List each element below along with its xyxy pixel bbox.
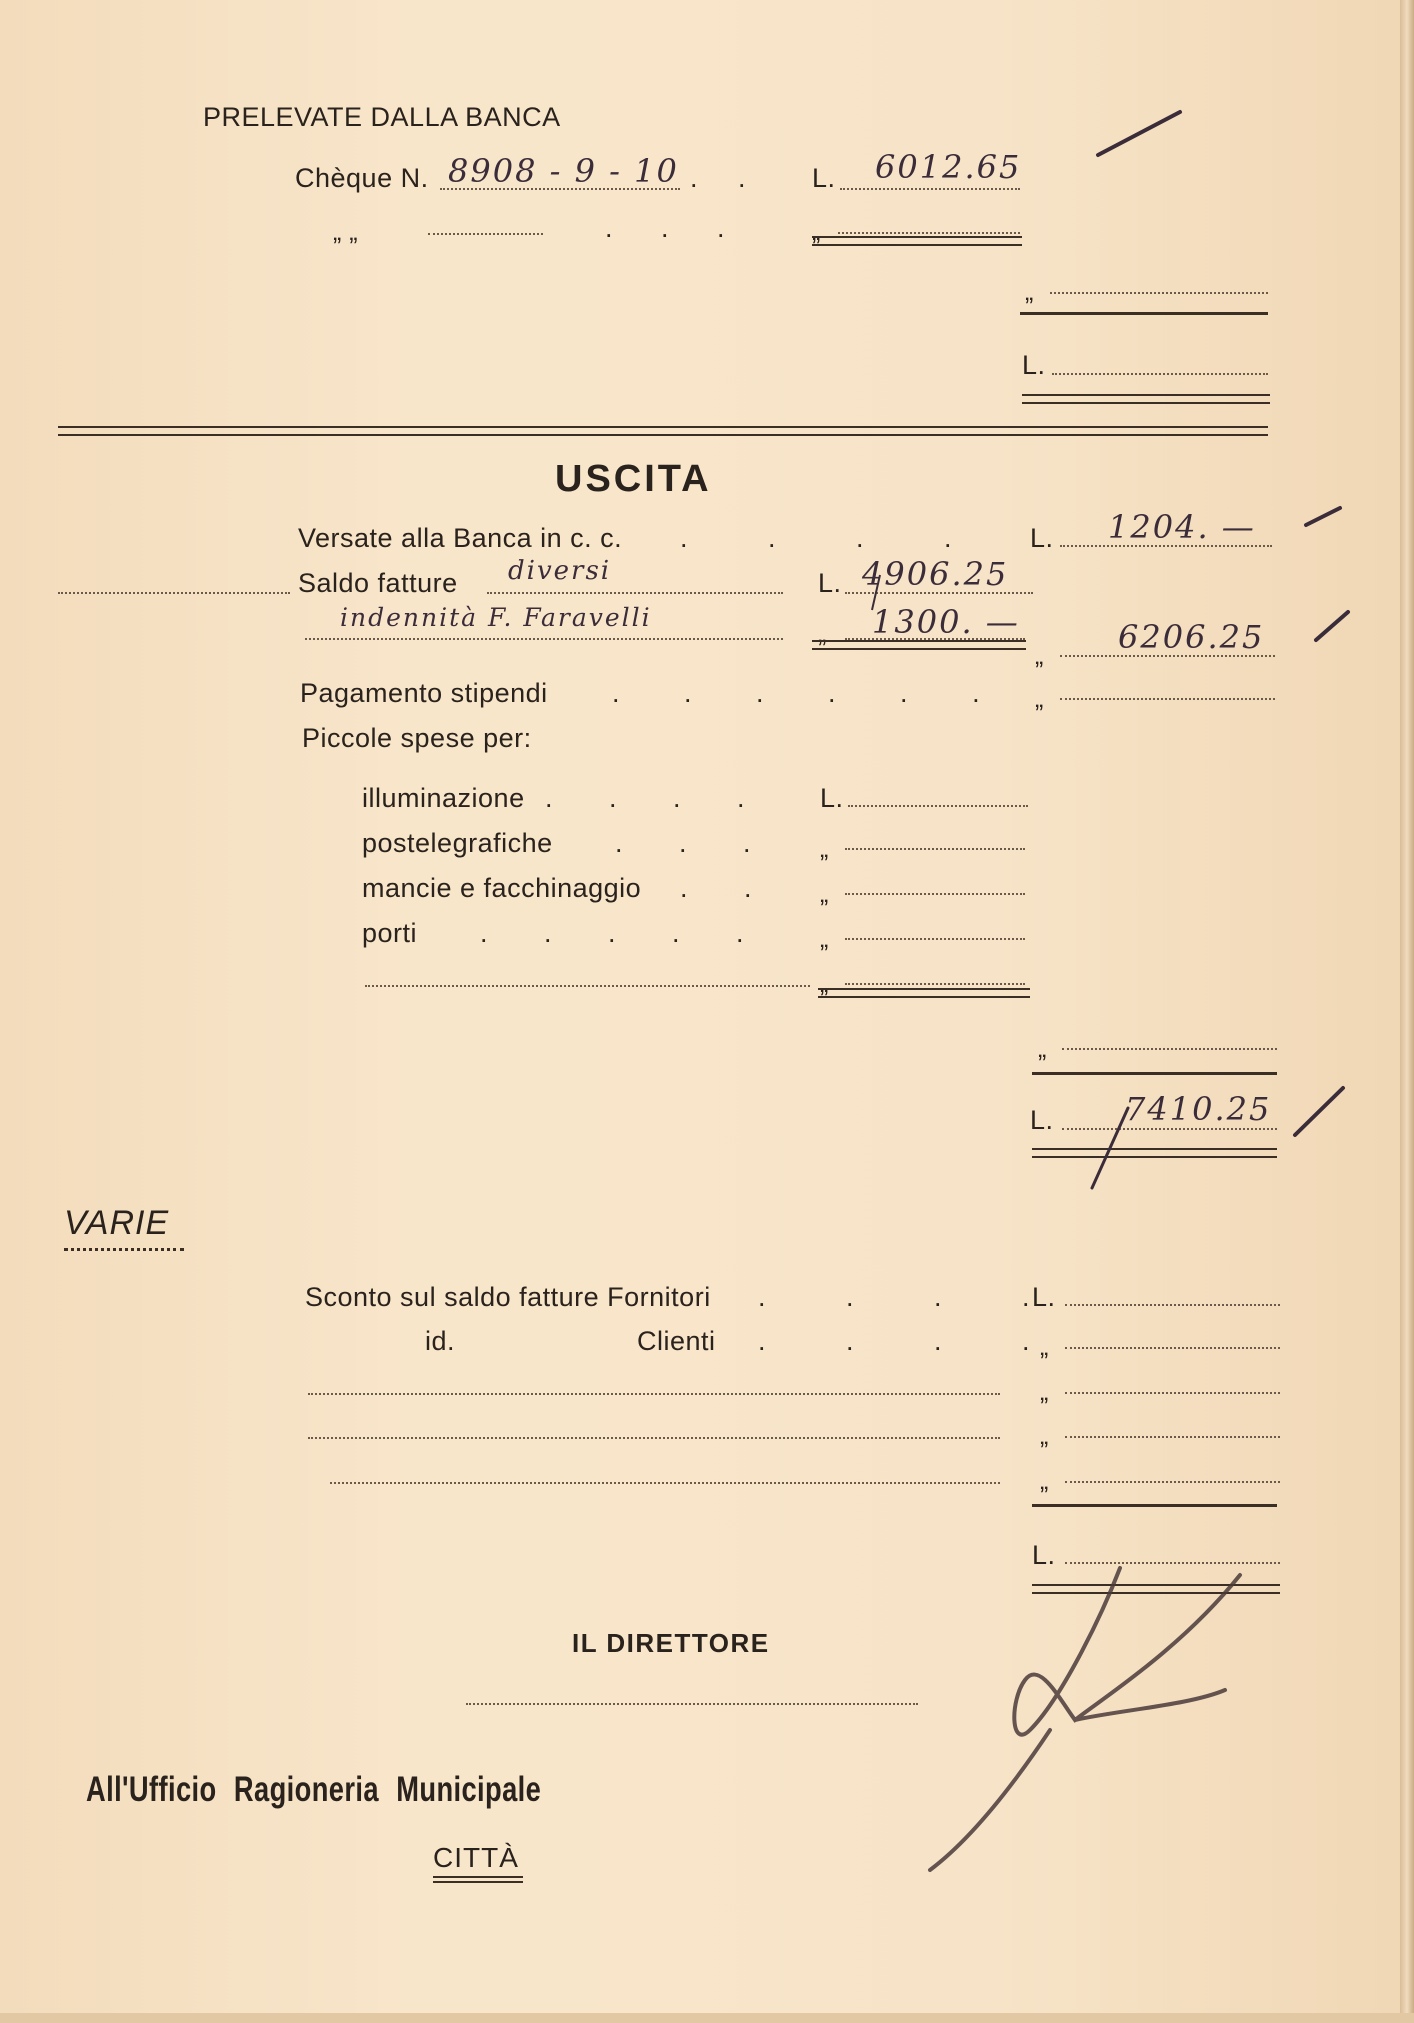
item-2-leader-dots: . . .: [615, 828, 752, 858]
item-5-ditto: „: [820, 970, 829, 998]
stipendi-label: Pagamento stipendi: [300, 678, 548, 708]
clienti-leader-dots: . . . .: [758, 1326, 1031, 1356]
saldo-ditto-2: „: [818, 620, 827, 648]
varie-ditto-1: „: [1040, 1378, 1049, 1406]
checkmark-3: [1316, 612, 1348, 640]
ditto-mark-1: „: [812, 218, 821, 246]
saldo-slash: [872, 575, 880, 610]
saldo-detail-2-handwritten: indennità F. Faravelli: [340, 603, 652, 632]
saldo-amount-1-handwritten: 4906.25: [862, 555, 1009, 593]
id-label: id.: [425, 1326, 456, 1356]
cheque-number-handwritten: 8908 - 9 - 10: [448, 152, 679, 190]
saldo-total-handwritten: 6206.25: [1118, 618, 1265, 656]
sconto-currency: L.: [1032, 1282, 1056, 1312]
versate-currency: L.: [1030, 523, 1054, 553]
cheque-currency: L.: [812, 163, 836, 193]
clienti-label: Clienti: [637, 1326, 716, 1356]
uscita-total-handwritten: 7410.25: [1125, 1090, 1272, 1128]
saldo-label: Saldo fatture: [298, 568, 458, 598]
item-4-ditto: „: [820, 925, 829, 953]
item-mancie: mancie e facchinaggio: [362, 873, 642, 903]
varie-heading: VARIE: [64, 1204, 170, 1242]
prelevate-total-currency: L.: [1022, 350, 1046, 380]
piccole-label: Piccole spese per:: [302, 723, 532, 753]
cheque-amount-handwritten: 6012.65: [875, 148, 1022, 186]
sconto-label: Sconto sul saldo fatture Fornitori: [305, 1282, 711, 1312]
versate-amount-handwritten: 1204. —: [1108, 508, 1256, 546]
versate-leader-dots: . . . .: [680, 523, 953, 553]
address-city: CITTÀ: [433, 1842, 519, 1873]
item-1-leader-dots: . . . .: [545, 783, 746, 813]
checkmark-2: [1306, 508, 1340, 525]
director-signature: [930, 1568, 1240, 1870]
item-2-ditto: „: [820, 835, 829, 863]
item-3-ditto: „: [820, 880, 829, 908]
varie-ditto-2: „: [1040, 1422, 1049, 1450]
item-1-currency: L.: [820, 783, 844, 813]
address-recipient: All'Ufficio Ragioneria Municipale: [86, 1770, 542, 1809]
varie-ditto-3: „: [1040, 1467, 1049, 1495]
stipendi-leader-dots: . . . . . .: [612, 678, 981, 708]
ditto-leader-dots: . . .: [605, 213, 726, 243]
stipendi-ditto: „: [1035, 685, 1044, 713]
uscita-total-currency: L.: [1030, 1105, 1054, 1135]
uscita-heading: USCITA: [555, 458, 712, 500]
cheque-ditto-row: „ „: [333, 218, 359, 246]
checkmark-4: [1295, 1088, 1343, 1135]
item-postelegrafiche: postelegrafiche: [362, 828, 553, 858]
checkmark-1: [1098, 112, 1180, 155]
versate-label: Versate alla Banca in c. c.: [298, 523, 623, 553]
ditto-mark-2: „: [1025, 278, 1034, 306]
cheque-label: Chèque N.: [295, 163, 429, 193]
saldo-total-ditto: „: [1035, 642, 1044, 670]
sconto-leader-dots: . . . .: [758, 1282, 1031, 1312]
item-porti: porti: [362, 918, 418, 948]
clienti-ditto: „: [1040, 1333, 1049, 1361]
prelevate-heading: PRELEVATE DALLA BANCA: [203, 102, 561, 132]
direttore-label: IL DIRETTORE: [572, 1628, 770, 1658]
item-illuminazione: illuminazione: [362, 783, 525, 813]
varie-total-currency: L.: [1032, 1540, 1056, 1570]
total-slash: [1092, 1108, 1128, 1188]
item-4-leader-dots: . . . . .: [480, 918, 745, 948]
cheque-leader-dots: . .: [690, 163, 747, 193]
piccole-total-ditto: „: [1038, 1035, 1047, 1063]
item-3-leader-dots: . .: [680, 873, 753, 903]
saldo-detail-1-handwritten: diversi: [508, 556, 612, 586]
saldo-amount-2-handwritten: 1300. —: [872, 603, 1020, 641]
saldo-currency-1: L.: [818, 568, 842, 598]
